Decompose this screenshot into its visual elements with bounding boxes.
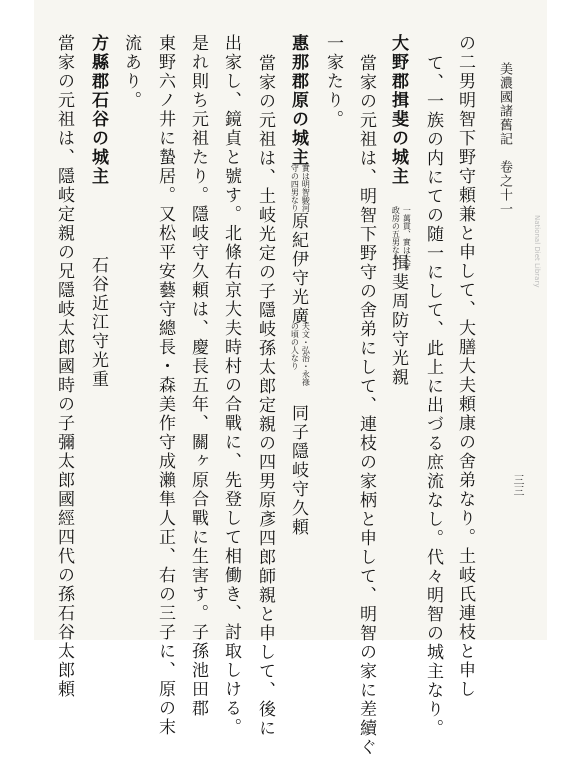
text-column-9: 是れ則ち元祖たり。隱岐守久頼は、慶長五年、關ヶ原合戰に生害す。子孫池田郡 [188, 34, 208, 718]
running-title: 美濃國諸舊記 卷之十一 [497, 62, 512, 216]
scan-margin-right [547, 0, 567, 640]
text-column-10: 東野六ノ井に蟄居。又松平安藝守總長・森美作守成瀨隼人正、右の三子に、原の末 [155, 34, 175, 737]
text-column-13: 當家の元祖は、隱岐定親の兄隱岐太郎國時の子彌太郎國經四代の孫石谷太郎頼 [54, 34, 74, 699]
text-column-11: 流あり。 [121, 34, 141, 110]
annotation-ibi-right: 一萬貫、實は大守 [402, 206, 412, 270]
castle-heading-hara: 惠那郡原の城主 [288, 34, 308, 167]
annotation-hara2-left: の頃の人なり [290, 322, 300, 370]
lord-successor-hara: 同子隱岐守久頼 [288, 404, 308, 537]
annotation-hara2-right: 天文・弘治・永祿 [301, 322, 311, 386]
text-column-1: の二男明智下野守頼兼と申して、大膳大夫頼康の舍弟なり。土岐氏連枝と申し [455, 34, 475, 699]
text-column-5: 一家たり。 [323, 34, 343, 129]
page-number: 三三 [512, 474, 525, 496]
lord-name-ibi: 揖斐周防守光親 [388, 254, 408, 387]
castle-heading-ishigai: 方縣郡石谷の城主 [88, 34, 108, 186]
text-column-2: て、一族の内にての随一にして、此上に出づる庶流なし。代々明智の城主なり。 [423, 54, 443, 738]
text-column-7: 當家の元祖は、土岐光定の子隱岐孫太郎定親の四男原彥四郎師親と申して、後に [255, 54, 275, 738]
annotation-hara-left: 守の四男なり [290, 164, 300, 212]
lord-name-ishigai: 石谷近江守光重 [88, 256, 108, 389]
scan-margin-left [0, 0, 34, 640]
lord-name-hara: 原紀伊守光廣 [288, 212, 308, 326]
text-column-4: 當家の元祖は、明智下野守の舍弟にして、連枝の家柄と申して、明智の家に差續ぐ [356, 54, 376, 757]
annotation-ibi-left: 政房の五男なり [391, 206, 401, 262]
text-column-8: 出家し、鏡貞と號す。北條右京大夫時村の合戰に、先登して相働き、討取しける。 [221, 34, 241, 737]
annotation-hara-right: 實は明智駿河 [301, 164, 311, 212]
library-watermark: National Diet Library [533, 215, 541, 288]
castle-heading-ibi: 大野郡揖斐の城主 [388, 34, 408, 186]
